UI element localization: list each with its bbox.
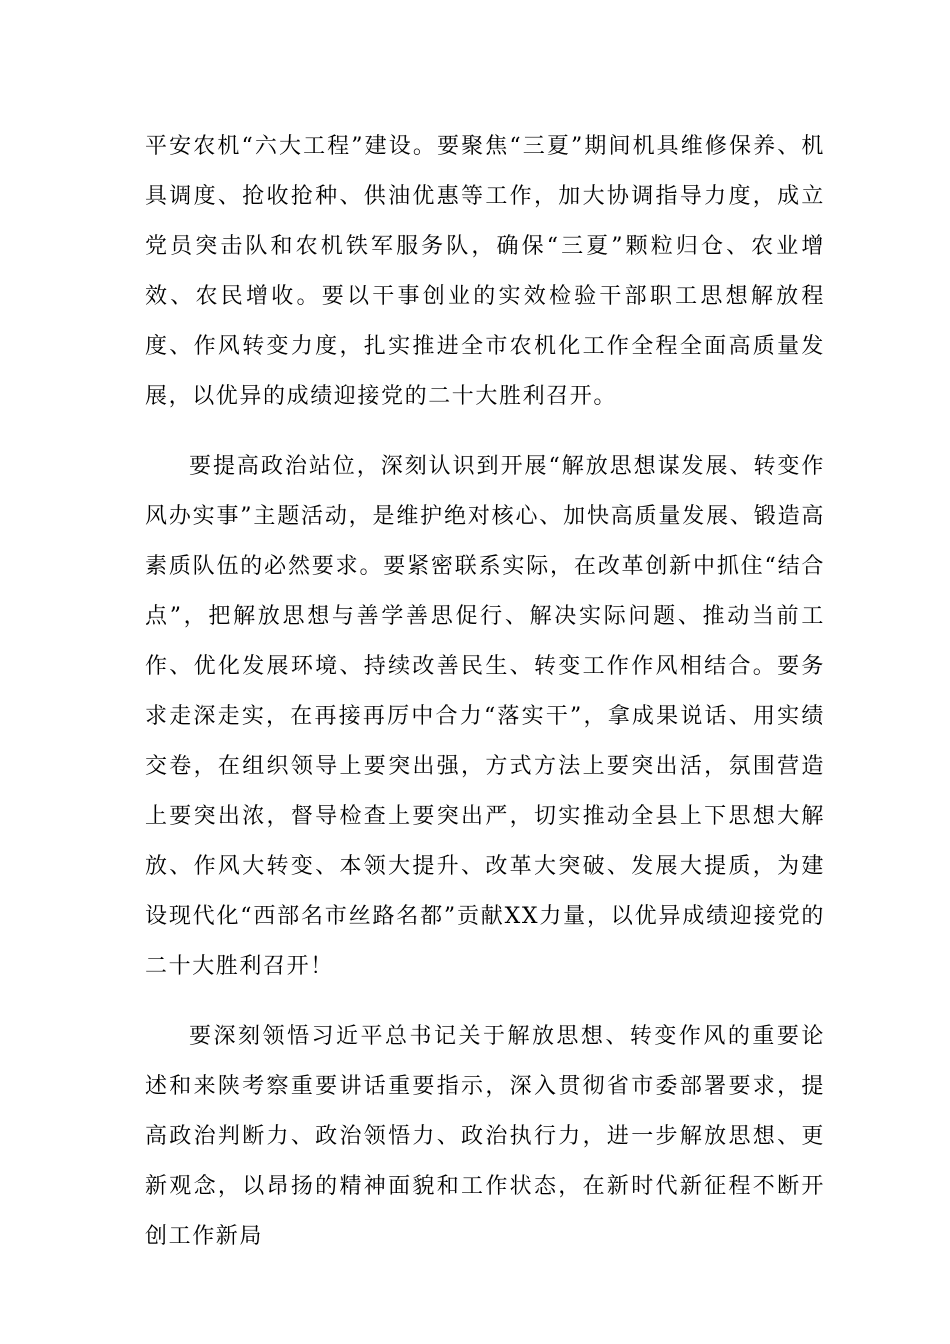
paragraph-1: 平安农机“六大工程”建设。要聚焦“三夏”期间机具维修保养、机具调度、抢收抢种、供油优惠等工作，加大协调指导力度，成立党员突击队和农机铁军服务队，确保“三夏”颗粒归仓、农业增效、农民增收。要以干事创业的实效检验干部职工思想解放程度、作风转变力度，扎实推进全市农机化工作全程全面高质量发展，以优异的成绩迎接党的二十大胜利召开。 [145, 134, 825, 409]
document-body [145, 122, 825, 1262]
paragraph-3: 要深刻领悟习近平总书记关于解放思想、转变作风的重要论述和来陕考察重要讲话重要指示，深入贯彻省市委部署要求，提高政治判断力、政治领悟力、政治执行力，进一步解放思想、更新观念，以昂扬的精神面貌和工作状态，在新时代新征程不断开创工作新局 [145, 1024, 825, 1249]
paragraph-2: 要提高政治站位，深刻认识到开展“解放思想谋发展、转变作风办实事”主题活动，是维护绝对核心、加快高质量发展、锻造高素质队伍的必然要求。要紧密联系实际，在改革创新中抓住“结合点”，把解放思想与善学善思促行、解决实际问题、推动当前工作、优化发展环境、持续改善民生、转变工作作风相结合。要务求走深走实，在再接再厉中合力“落实干”，拿成果说话、用实绩交卷，在组织领导上要突出强，方式方法上要突出活，氛围营造上要突出浓，督导检查上要突出严，切实推动全县上下思想大解放、作风大转变、本领大提升、改革大突破、发展大提质，为建设现代化“西部名市丝路名都”贡献XX力量，以优异成绩迎接党的二十大胜利召开！ [145, 454, 825, 979]
